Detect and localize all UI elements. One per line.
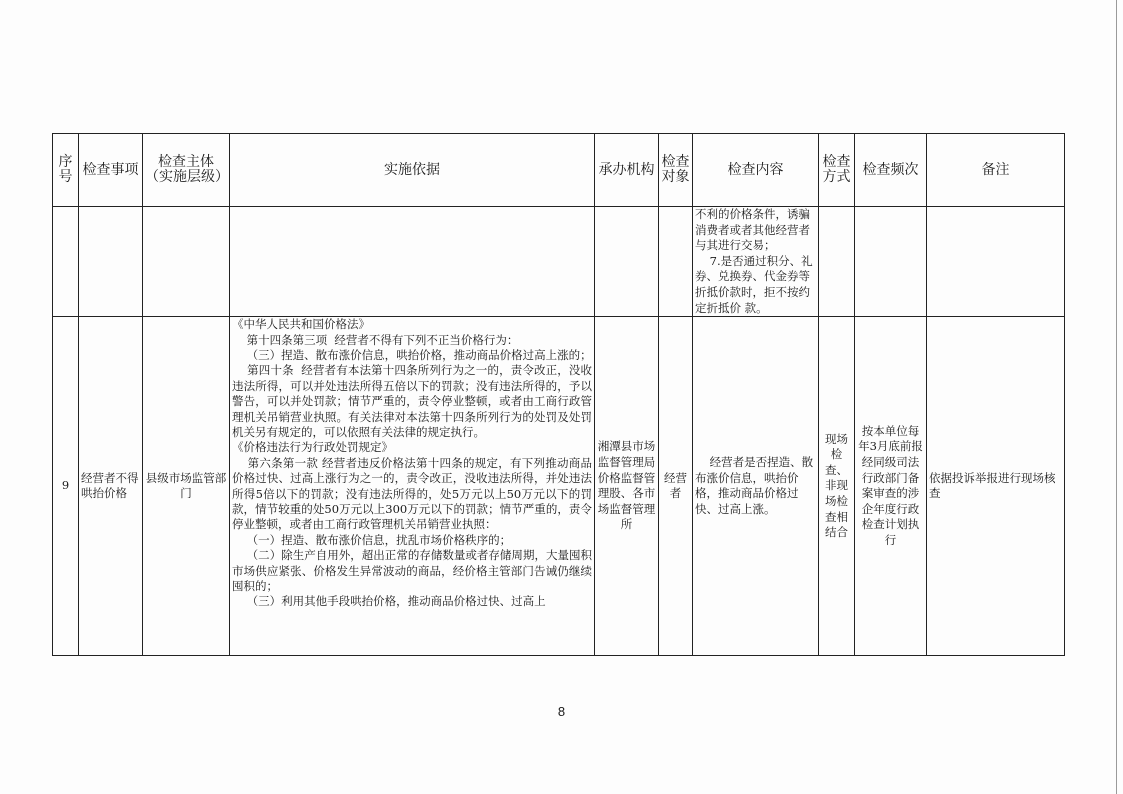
cell-empty xyxy=(595,207,659,317)
page-number: 8 xyxy=(557,704,566,719)
header-remarks: 备注 xyxy=(927,134,1065,207)
cell-basis: 《中华人民共和国价格法》 第十四条第三项 经营者不得有下列不正当价格行为： （三）捏造、散布涨价信息，哄抬价格，推动商品价格过高上涨的； 第四十条 经营者有本法第十四条所列行为之一的，责令改正，没收违法所得，可以并处违法所得五倍以下的罚款；没有违法所得的，予以警告，可以并处罚款；情节严重的，责令停业整顿，或者由工商行政管理机关吊销营业执照。有关法律对本法第十四条所列行为的处罚及处罚机关另有规定的，可以依照有关法律的规定执行。 《价格违法行为行政处罚规定》 第六条第一款 经营者违反价格法第十四条的规定，有下列推动商品价格过快、过高上涨行为之一的，责令改正，没收违法所得，并处违法所得5倍以下的罚款；没有违法所得的，处5万元以上50万元以下的罚款，情节较重的处50万元以上300万元以下的罚款；情节严重的，责令停业整顿，或者由工商行政管理机关吊销营业执照： （一）捏造、散布涨价信息，扰乱市场价格秩序的； （二）除生产自用外，超出正常的存储数量或者存储周期，大量囤积市场供应紧张、价格发生异常波动的商品，经价格主管部门告诫仍继续囤积的； （三）利用其他手段哄抬价格，推动商品价格过快、过高上 xyxy=(230,317,595,656)
header-agency: 承办机构 xyxy=(595,134,659,207)
header-basis: 实施依据 xyxy=(230,134,595,207)
cell-method: 现场检查、非现场检查相结合 xyxy=(819,317,855,656)
cell-empty xyxy=(659,207,693,317)
inspection-table xyxy=(52,133,1065,656)
header-item: 检查事项 xyxy=(79,134,143,207)
header-content: 检查内容 xyxy=(693,134,819,207)
cell-frequency: 按本单位每年3月底前报经同级司法行政部门备案审查的涉企年度行政检查计划执行 xyxy=(855,317,927,656)
cell-seq: 9 xyxy=(53,317,79,656)
cell-empty xyxy=(230,207,595,317)
header-method: 检查方式 xyxy=(819,134,855,207)
header-row xyxy=(53,134,1065,207)
page-edge-line xyxy=(1116,0,1117,794)
cell-target: 经营者 xyxy=(659,317,693,656)
cell-agency: 湘潭县市场监督管理局价格监督管理股、各市场监督管理所 xyxy=(595,317,659,656)
cell-subject: 县级市场监管部门 xyxy=(143,317,230,656)
cell-empty xyxy=(927,207,1065,317)
cell-empty xyxy=(143,207,230,317)
cell-content: 经营者是否捏造、散布涨价信息，哄抬价格，推动商品价格过快、过高上涨。 xyxy=(693,317,819,656)
cell-item: 经营者不得哄抬价格 xyxy=(79,317,143,656)
cell-empty xyxy=(855,207,927,317)
cell-empty xyxy=(53,207,79,317)
header-frequency: 检查频次 xyxy=(855,134,927,207)
cell-empty xyxy=(819,207,855,317)
header-subject: 检查主体（实施层级） xyxy=(143,134,230,207)
table-row-9 xyxy=(53,317,1065,656)
header-seq: 序号 xyxy=(53,134,79,207)
cell-content-continued: 不利的价格条件，诱骗消费者或者其他经营者与其进行交易； 7.是否通过积分、礼券、兑换券、代金券等折抵价款时，拒不按约定折抵价 款。 xyxy=(693,207,819,317)
header-target: 检查对象 xyxy=(659,134,693,207)
table-row-continued xyxy=(53,207,1065,317)
cell-empty xyxy=(79,207,143,317)
cell-remarks: 依据投诉举报进行现场核查 xyxy=(927,317,1065,656)
